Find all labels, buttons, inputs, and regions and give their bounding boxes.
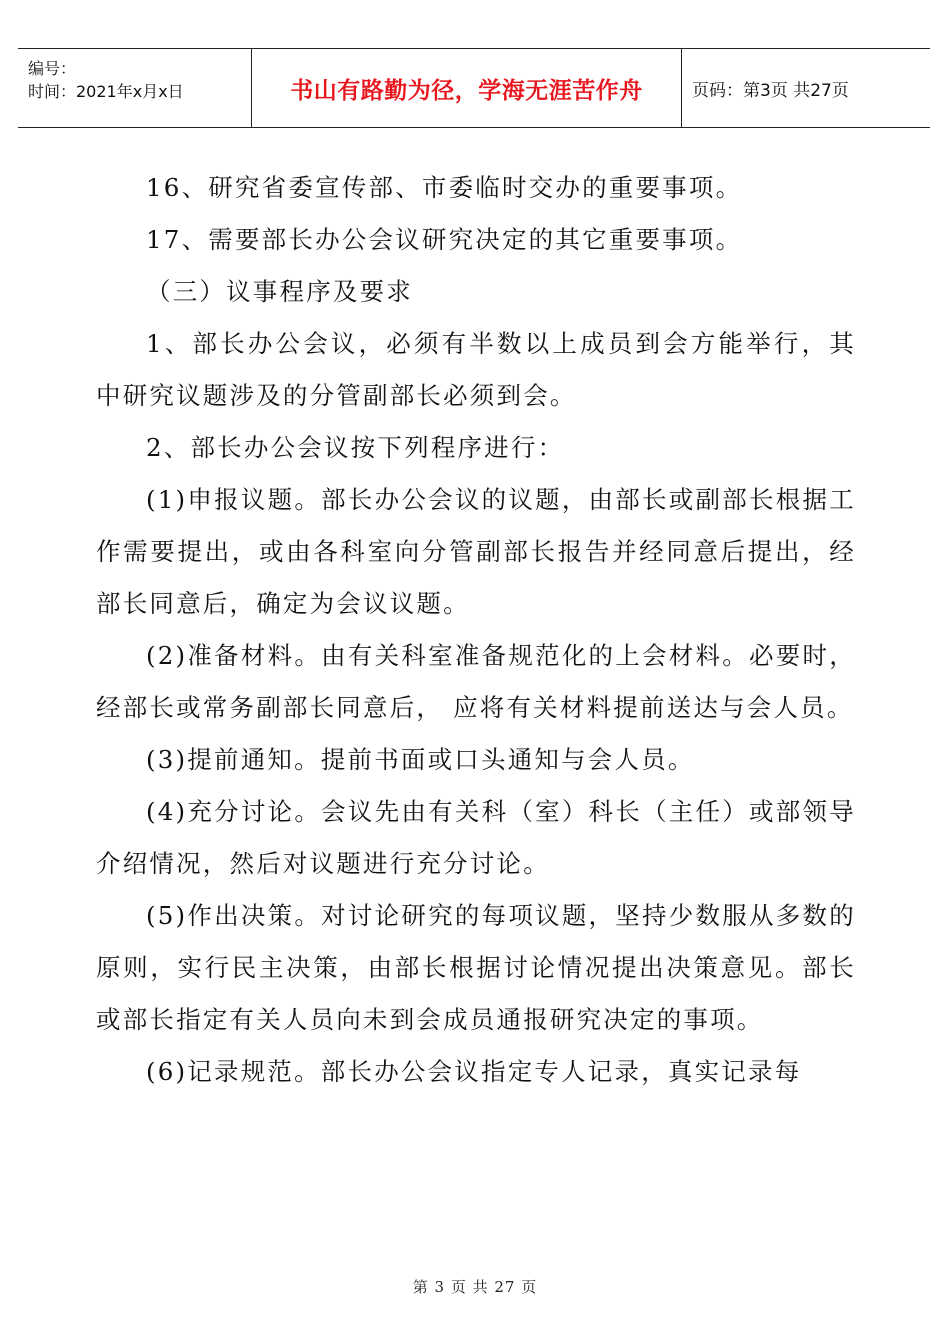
- page-footer: 第 3 页 共 27 页: [412, 1278, 538, 1296]
- document-time-label: 时间：2021年x月x日: [28, 82, 184, 101]
- header-meta: [18, 49, 251, 127]
- paragraph-step-3: (3)提前通知。提前书面或口头通知与会人员。: [146, 745, 695, 774]
- document-body: [96, 162, 856, 1098]
- page-header: [18, 48, 930, 128]
- header-motto: 书山有路勤为径，学海无涯苦作舟: [251, 49, 682, 127]
- paragraph-item-17: 17、需要部长办公会议研究决定的其它重要事项。: [146, 225, 743, 254]
- paragraph-step-5: (5)作出决策。对讨论研究的每项议题，坚持少数服从多数的原则，实行民主决策，由部长根据讨论情况提出决策意见。部长或部长指定有关人员向未到会成员通报研究决定的事项。: [96, 901, 856, 1034]
- paragraph-rule-1: 1、部长办公会议，必须有半数以上成员到会方能举行，其中研究议题涉及的分管副部长必须到会。: [96, 329, 856, 410]
- paragraph-step-2: (2)准备材料。由有关科室准备规范化的上会材料。必要时，经部长或常务副部长同意后， 应将有关材料提前送达与会人员。: [96, 641, 856, 722]
- paragraph-step-1: (1)申报议题。部长办公会议的议题，由部长或副部长根据工作需要提出，或由各科室向分管副部长报告并经同意后提出，经部长同意后，确定为会议议题。: [96, 485, 856, 618]
- paragraph-item-16: 16、研究省委宣传部、市委临时交办的重要事项。: [146, 173, 743, 202]
- paragraph-step-4: (4)充分讨论。会议先由有关科（室）科长（主任）或部领导介绍情况，然后对议题进行充分讨论。: [96, 797, 856, 878]
- paragraph-rule-2: 2、部长办公会议按下列程序进行：: [146, 433, 565, 462]
- document-number-label: 编号：: [28, 59, 77, 78]
- header-page-code: 页码：第3页 共27页: [692, 80, 849, 101]
- section-heading: （三）议事程序及要求: [146, 277, 413, 306]
- paragraph-step-6: (6)记录规范。部长办公会议指定专人记录，真实记录每: [146, 1057, 802, 1086]
